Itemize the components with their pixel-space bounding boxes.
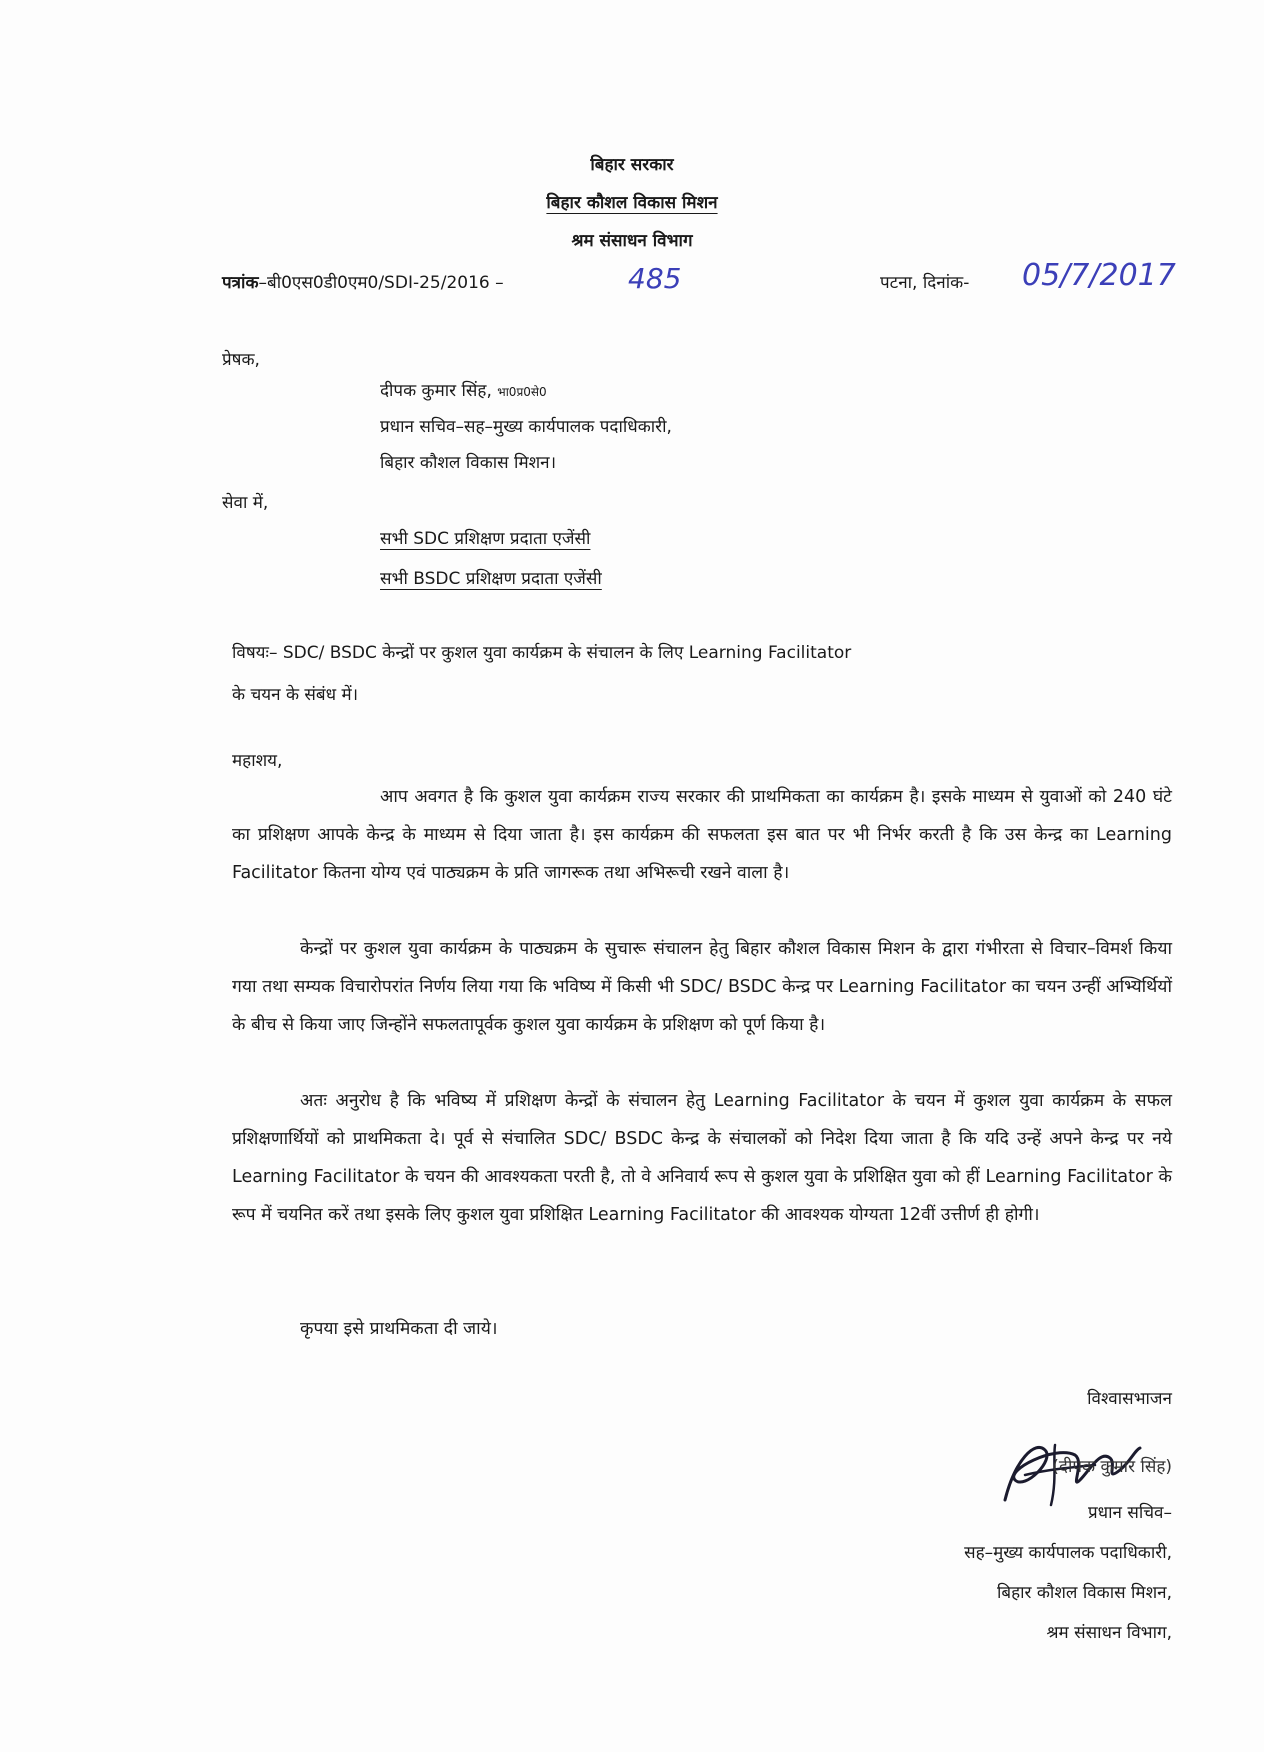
handwritten-date: 05/7/2017 [1022, 258, 1176, 293]
header-government: बिहार सरकार [590, 155, 674, 175]
header-department: श्रम संसाधन विभाग [571, 231, 693, 251]
header-mission-wrap [0, 190, 1264, 213]
closing-designation-2: सह–मुख्य कार्यपालक पदाधिकारी, [964, 1543, 1172, 1563]
sender-org: बिहार कौशल विकास मिशन। [380, 453, 557, 473]
sender-name-line [380, 378, 547, 401]
closing-regards: विश्वासभाजन [1087, 1389, 1172, 1409]
sender-name: दीपक कुमार सिंह, [380, 381, 492, 401]
body-paragraph-4 [232, 1310, 1172, 1348]
header-mission: बिहार कौशल विकास मिशन [546, 193, 718, 213]
closing-name: (दीपक कुमार सिंह) [1052, 1457, 1172, 1477]
handwritten-number: 485 [628, 262, 682, 295]
recipient-label: सेवा में, [222, 493, 269, 513]
body-paragraph-4-text: कृपया इसे प्राथमिकता दी जाये। [300, 1319, 498, 1339]
closing-designation-1: प्रधान सचिव– [1087, 1503, 1172, 1523]
closing-designation-4: श्रम संसाधन विभाग, [1046, 1623, 1172, 1643]
recipient-line-bsdc: सभी BSDC प्रशिक्षण प्रदाता एजेंसी [380, 569, 602, 589]
sender-designation: प्रधान सचिव–सह–मुख्य कार्यपालक पदाधिकारी, [380, 417, 672, 437]
reference-line [222, 270, 504, 293]
reference-number: –बी0एस0डी0एम0/SDI-25/2016 – [258, 273, 504, 293]
body-paragraph-1-text: आप अवगत है कि कुशल युवा कार्यक्रम राज्य सरकार की प्राथमिकता का कार्यक्रम है। इसके माध्यम से युवाओं को 240 घंटे का प्रशिक्षण आपके केन्द्र के माध्यम से दिया जाता है। इस कार्यक्रम की सफलता इस बात पर भी निर्भर करती है कि उस केन्द्र का Learning Facilitator कितना योग्य एवं पाठ्यक्रम के प्रति जागरूक तथा अभिरूची रखने वाला है। [232, 787, 1172, 883]
date-label: पटना, दिनांक- [880, 273, 970, 293]
salutation: महाशय, [232, 751, 283, 771]
sender-service: भा0प्र0से0 [497, 385, 547, 399]
reference-label: पत्रांक [222, 273, 259, 293]
recipient-line-sdc: सभी SDC प्रशिक्षण प्रदाता एजेंसी [380, 529, 591, 549]
body-paragraph-2 [232, 930, 1172, 1044]
subject-line-1: विषयः– SDC/ BSDC केन्द्रों पर कुशल युवा कार्यक्रम के संचालन के लिए Learning Facilitator [232, 643, 852, 663]
body-paragraph-3 [232, 1082, 1172, 1234]
body-paragraph-1 [232, 778, 1172, 892]
body-paragraph-3-text: अतः अनुरोध है कि भविष्य में प्रशिक्षण केन्द्रों के संचालन हेतु Learning Facilitator के चयन में कुशल युवा कार्यक्रम के सफल प्रशिक्षणार्थियों को प्राथमिकता दे। पूर्व से संचालित SDC/ BSDC केन्द्र के संचालकों को निदेश दिया जाता है कि यदि उन्हें अपने केन्द्र पर नये Learning Facilitator के चयन की आवश्यकता परती है, तो वे अनिवार्य रूप से कुशल युवा के प्रशिक्षित युवा को हीं Learning Facilitator के रूप में चयनित करें तथा इसके लिए कुशल युवा प्रशिक्षित Learning Facilitator की आवश्यक योग्यता 12वीं उत्तीर्ण ही होगी। [232, 1091, 1172, 1225]
closing-designation-3: बिहार कौशल विकास मिशन, [996, 1583, 1172, 1603]
body-paragraph-2-text: केन्द्रों पर कुशल युवा कार्यक्रम के पाठ्यक्रम के सुचारू संचालन हेतु बिहार कौशल विकास मिशन के द्वारा गंभीरता से विचार–विमर्श किया गया तथा सम्यक विचारोपरांत निर्णय लिया गया कि भविष्य में किसी भी SDC/ BSDC केन्द्र पर Learning Facilitator का चयन उन्हीं अभ्यिर्थियों के बीच से किया जाए जिन्होंने सफलतापूर्वक कुशल युवा कार्यक्रम के प्रशिक्षण को पूर्ण किया है। [232, 939, 1172, 1035]
sender-label: प्रेषक, [222, 350, 260, 370]
subject-line-2: के चयन के संबंध में। [232, 685, 359, 705]
